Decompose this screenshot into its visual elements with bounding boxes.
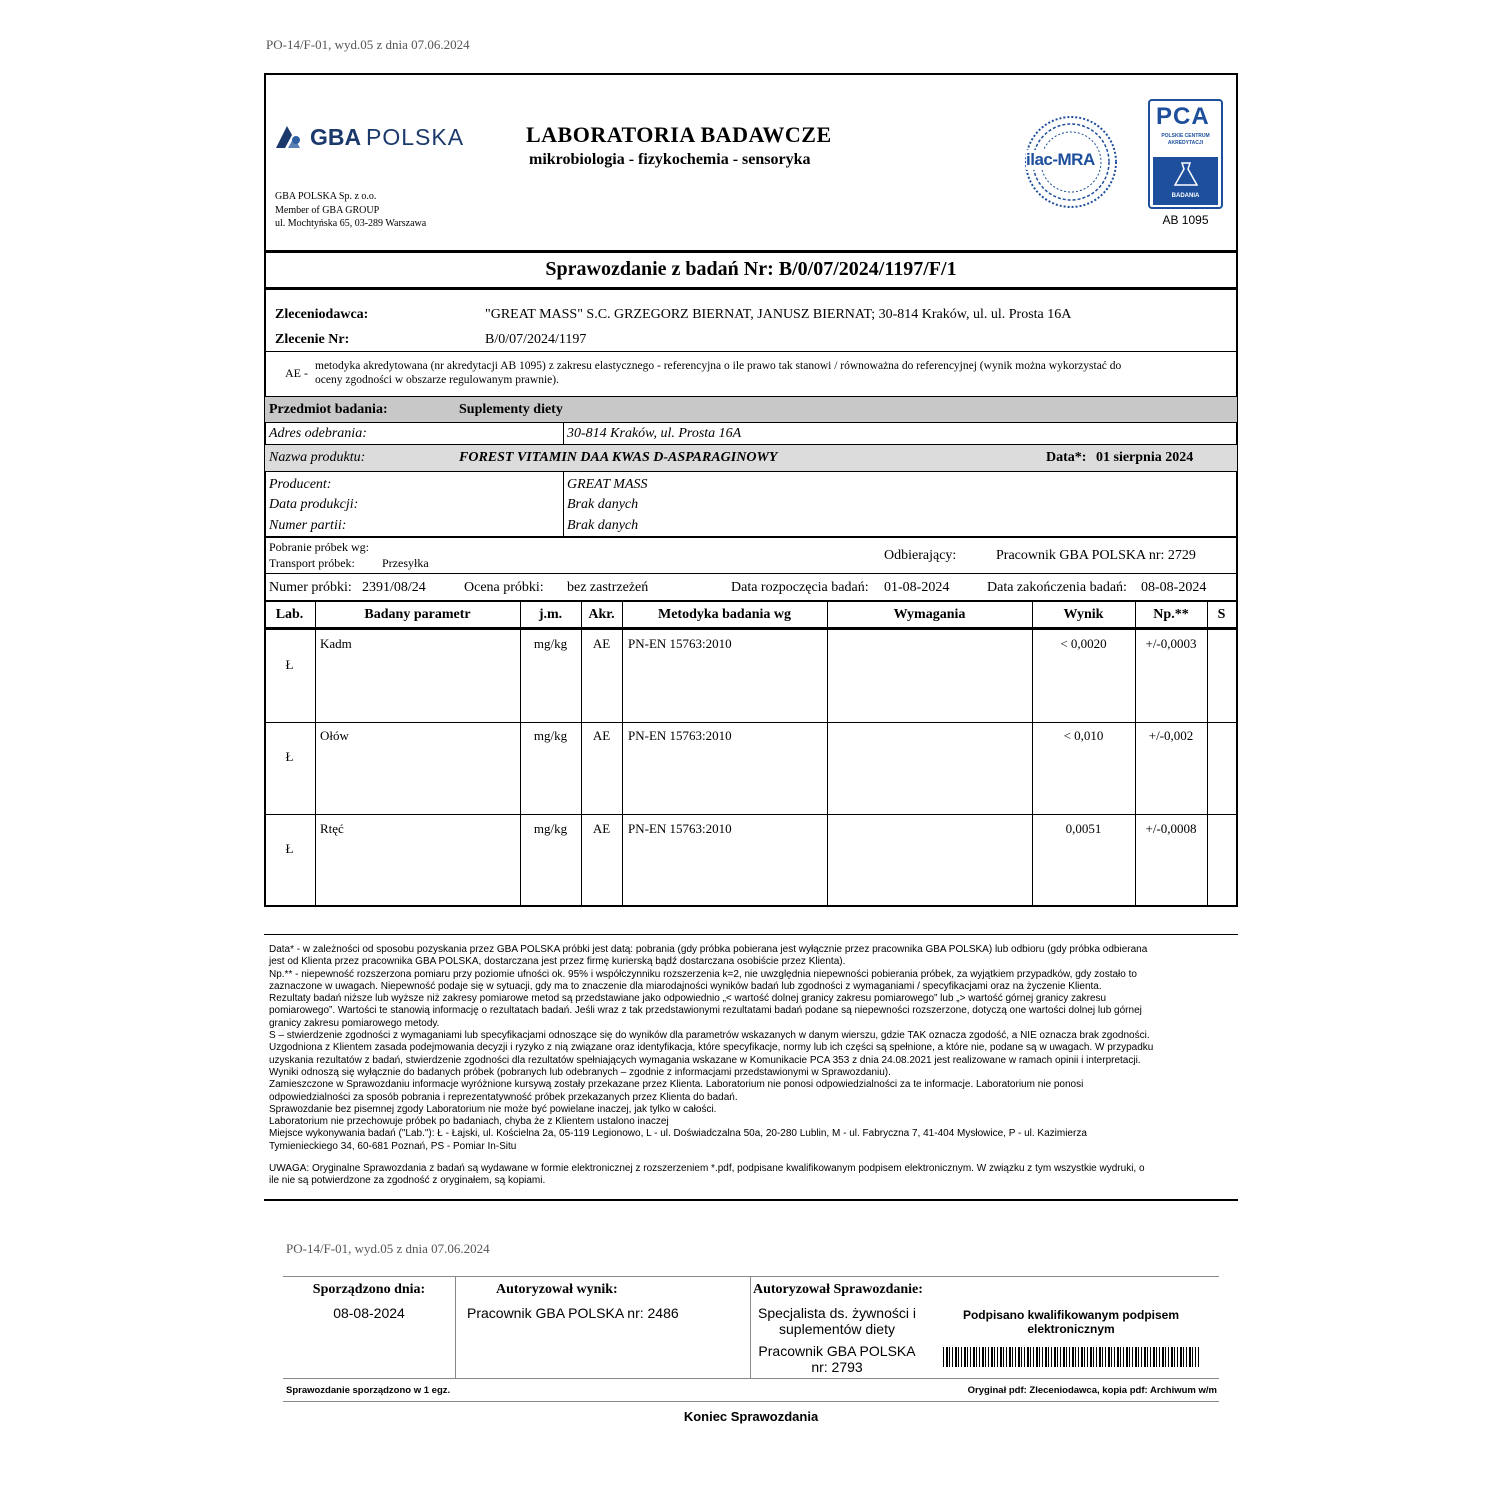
- person-line: nr: 2793: [811, 1359, 863, 1375]
- sampling-label: Pobranie próbek wg:: [269, 540, 369, 554]
- cell-lab: Ł: [285, 657, 294, 672]
- cell-result: < 0,0020: [1060, 636, 1107, 651]
- report-title: Sprawozdanie z badań Nr: B/0/07/2024/1197/F/1: [545, 258, 957, 280]
- divider: [455, 1276, 456, 1378]
- subject-label: Przedmiot badania:: [269, 402, 388, 417]
- divider: [750, 1276, 751, 1378]
- col-divider: [622, 602, 623, 907]
- prod-date-label: Data produkcji:: [269, 497, 359, 512]
- cell-np: +/-0,002: [1148, 728, 1194, 743]
- note-line: S – stwierdzenie zgodności z wymaganiami lub specyfikacjami odnoszące się do wyników dla parametrów wskazanych w danym wierszu, gdzie TAK oznacza zgodość, a NIE oznacza brak zgodności.: [269, 1030, 1150, 1042]
- subject-row: [265, 397, 1237, 422]
- prepared-value: 08-08-2024: [333, 1305, 405, 1321]
- start-label: Data rozpoczęcia badań:: [731, 580, 869, 595]
- sample-no-label: Numer próbki:: [269, 580, 352, 595]
- note-line: uzyskania rezultatów z badań, stwierdzenie zgodności dla rezultatów spełniających wymagania wskazane w Komunikacie PCA 353 z dnia 24.08.2021 jest realizowane w ramach opinii i interpretacji.: [269, 1054, 1141, 1066]
- pca-number: AB 1095: [1162, 213, 1209, 227]
- ilac-text: ilac-MRA: [1026, 150, 1095, 169]
- cell-unit: mg/kg: [533, 728, 568, 743]
- th-method: Metodyka badania wg: [657, 607, 792, 622]
- cell-lab: Ł: [285, 749, 294, 764]
- divider: [264, 287, 1238, 290]
- pca-badge: [1153, 157, 1218, 205]
- th-req: Wymagania: [893, 607, 966, 622]
- th-result: Wynik: [1063, 607, 1104, 622]
- logo-text-polska: POLSKA: [366, 124, 465, 150]
- divider: [264, 934, 1238, 935]
- address-label: Adres odebrania:: [269, 426, 367, 441]
- pca-sub-line: POLSKIE CENTRUM: [1161, 133, 1210, 139]
- gba-logo-icon: [276, 124, 308, 150]
- client-label: Zleceniodawca:: [275, 307, 369, 322]
- date-value: 01 sierpnia 2024: [1096, 450, 1194, 465]
- assessment-value: bez zastrzeżeń: [567, 580, 649, 595]
- divider: [264, 250, 1238, 253]
- assessment-label: Ocena próbki:: [464, 580, 544, 595]
- col-divider: [1207, 602, 1208, 907]
- gba-logo: [276, 124, 476, 152]
- notes: [269, 944, 1234, 1188]
- role-line: suplementów diety: [779, 1321, 895, 1337]
- signed-line: elektronicznym: [1027, 1322, 1115, 1336]
- company-line: GBA POLSKA Sp. z o.o.: [275, 191, 377, 202]
- lab-title: LABORATORIA BADAWCZE: [526, 122, 832, 147]
- sample-no-value: 2391/08/24: [362, 580, 426, 595]
- note-line: Rezultaty badań niższe lub wyższe niż zakresy pomiarowe metod są przedstawiane jako odpowiednio „< wartość dolnej granicy zakresu pomiarowego” lub „> wartość górnej granicy zakresu: [269, 993, 1107, 1005]
- ae-note-line: oceny zgodności w obszarze regulowanym prawnie).: [315, 374, 559, 386]
- pca-sub-line: AKREDYTACJI: [1167, 140, 1204, 146]
- company-line: Member of GBA GROUP: [275, 204, 380, 216]
- cell-param: Ołów: [320, 728, 349, 743]
- cell-method: PN-EN 15763:2010: [628, 636, 732, 651]
- note-line: Wyniki odnoszą się wyłącznie do badanych próbek (pobranych lub odebranych – zgodnie z informacjami przedstawionymi w Sprawozdaniu).: [269, 1066, 891, 1078]
- cell-akr: AE: [592, 728, 611, 743]
- product-value: FOREST VITAMIN DAA KWAS D-ASPARAGINOWY: [459, 450, 778, 465]
- col-divider: [315, 602, 316, 907]
- lab-subtitle: mikrobiologia - fizykochemia - sensoryka: [529, 151, 811, 168]
- receiver-label: Odbierający:: [884, 548, 957, 563]
- pca-subtitle: [1150, 133, 1221, 147]
- divider: [563, 422, 564, 445]
- note-line: Np.** - niepewność rozszerzona pomiaru przy poziomie ufności ok. 95% i współczynniku rozszerzenia k=2, nie uwzględnia niepewności pobierania próbek, za wyjątkiem przypadków, gdy zostało to: [269, 968, 1137, 980]
- note-line: Sprawozdanie bez pisemnej zgody Laboratorium nie może być powielane inaczej, jak tylko w całości.: [269, 1103, 717, 1115]
- table-header-divider: [264, 627, 1238, 630]
- start-value: 01-08-2024: [884, 580, 950, 595]
- th-lab: Lab.: [275, 607, 304, 622]
- cell-result: 0,0051: [1065, 821, 1102, 836]
- ae-note-line: metodyka akredytowana (nr akredytacji AB 1095) z zakresu elastycznego - referencyjna o ile prawo tak stanowi / równoważna do referencyjnej (wynik można wykorzystać do: [315, 360, 1122, 372]
- original-note: Oryginał pdf: Zleceniodawca, kopia pdf: Archiwum w/m: [967, 1385, 1217, 1396]
- end-value: 08-08-2024: [1141, 580, 1207, 595]
- ilac-mra-logo: [1024, 115, 1118, 209]
- note-line: Zamieszczone w Sprawozdaniu informacje wyróżnione kursywą zostały przekazane przez Klienta. Laboratorium nie ponosi odpowiedzialności za te informacje. Laboratorium nie ponosi: [269, 1079, 1084, 1091]
- cell-lab: Ł: [285, 841, 294, 856]
- product-label: Nazwa produktu:: [269, 450, 366, 465]
- flask-icon: [1171, 161, 1201, 189]
- authorized-report-person: [752, 1343, 922, 1375]
- cell-np: +/-0,0003: [1145, 636, 1197, 651]
- barcode-icon: [943, 1347, 1199, 1367]
- col-divider: [827, 602, 828, 907]
- transport-label: Transport próbek:: [269, 556, 355, 570]
- client-value: "GREAT MASS" S.C. GRZEGORZ BIERNAT, JANUSZ BIERNAT; 30-814 Kraków, ul. ul. Prosta 16A: [485, 307, 1072, 322]
- transport-value: Przesyłka: [382, 556, 429, 570]
- divider: [264, 422, 1238, 423]
- divider: [563, 472, 564, 536]
- divider: [264, 351, 1238, 352]
- ae-abbr: AE -: [285, 366, 308, 380]
- signed-line: Podpisano kwalifikowanym podpisem: [962, 1308, 1180, 1322]
- batch-value: Brak danych: [567, 518, 639, 533]
- th-akr: Akr.: [588, 607, 615, 622]
- end-text: Koniec Sprawozdania: [683, 1409, 819, 1424]
- end-label: Data zakończenia badań:: [987, 580, 1127, 595]
- row-divider: [264, 722, 1238, 723]
- note-line: odpowiedzialności za sposób pobrania i reprezentatywność próbek przekazanych przez Klienta do badań.: [269, 1091, 738, 1103]
- person-line: Pracownik GBA POLSKA: [758, 1343, 916, 1359]
- note-line: Miejsce wykonywania badań ("Lab."): Ł - Łajski, ul. Kościelna 2a, 05-119 Legionowo, L - ul. Doświadczalna 50a, 20-280 Lublin, M - ul. Fabryczna 7, 41-404 Mysłowice, P - ul. Kazimierza: [269, 1128, 1087, 1140]
- ae-note: [315, 359, 1121, 387]
- divider: [264, 536, 1238, 538]
- divider: [264, 471, 1238, 472]
- cell-akr: AE: [592, 821, 611, 836]
- receiver-value: Pracownik GBA POLSKA nr: 2729: [996, 548, 1196, 563]
- note-line: Data* - w zależności od sposobu pozyskania przez GBA POLSKA próbki jest datą: pobrania (gdy próbka pobierana jest wyłącznie przez pracownika GBA POLSKA) lub odbioru (gdy próbka odbierana: [269, 944, 1148, 955]
- authorized-result-label: Autoryzował wynik:: [496, 1282, 618, 1297]
- producer-value: GREAT MASS: [567, 477, 648, 492]
- subject-value: Suplementy diety: [459, 402, 563, 417]
- logo-text-gba: GBA: [310, 124, 362, 150]
- cell-akr: AE: [592, 636, 611, 651]
- form-code-top: PO-14/F-01, wyd.05 z dnia 07.06.2024: [266, 37, 470, 52]
- prod-date-value: Brak danych: [567, 497, 639, 512]
- authorized-result-value: Pracownik GBA POLSKA nr: 2486: [467, 1305, 679, 1321]
- cell-unit: mg/kg: [533, 636, 568, 651]
- note-line: pomiarowego”. Wartości te stanowią informację o rezultatach badań. Jeśli wraz z tak przedstawionymi rezultatami badań podane są niepewności rozszerzone, dotyczą one wartości dolnej lub górnej: [269, 1005, 1142, 1017]
- authorized-report-label: Autoryzował Sprawozdanie:: [753, 1282, 923, 1297]
- pca-logo: [1148, 99, 1223, 209]
- role-line: Specjalista ds. żywności i: [758, 1305, 916, 1321]
- order-value: B/0/07/2024/1197: [485, 332, 587, 347]
- results-table: [264, 602, 1238, 907]
- note-line: Laboratorium nie przechowuje próbek po badaniach, chyba że z Klientem ustalono inaczej: [269, 1116, 669, 1128]
- note-line: jest od Klienta przez pracownika GBA POLSKA, dostarczana jest przez firmę kurierską bądź dostarczana osobiście przez Klienta).: [269, 956, 846, 968]
- cell-method: PN-EN 15763:2010: [628, 728, 732, 743]
- th-s: S: [1217, 607, 1226, 622]
- row-divider: [264, 814, 1238, 815]
- company-line: ul. Mochtyńska 65, 03-289 Warszawa: [275, 218, 427, 229]
- divider: [264, 573, 1238, 574]
- signed-text: [940, 1308, 1202, 1336]
- note-line: Tymienieckiego 34, 60-681 Poznań, PS - Pomiar In-Situ: [269, 1140, 517, 1152]
- th-np: Np.**: [1153, 607, 1189, 622]
- cell-np: +/-0,0008: [1145, 821, 1197, 836]
- divider: [283, 1401, 1219, 1402]
- divider: [264, 1199, 1238, 1201]
- note-line: Uzgodniona z Klientem zasada podejmowania decyzji i ryzyko z nią związane oraz identyfikacja, które specyfikacje, normy lub ich części są spełnione, a które nie, podane są w uwagach. W przypadku: [269, 1042, 1154, 1054]
- company-address: [275, 190, 426, 231]
- warning-line: ile nie są potwierdzone za zgodność z oryginałem, są kopiami.: [269, 1175, 546, 1187]
- note-line: granicy zakresu pomiarowego metody.: [269, 1017, 440, 1029]
- cell-param: Rtęć: [320, 821, 344, 836]
- divider: [283, 1276, 1219, 1277]
- cell-result: < 0,010: [1063, 728, 1104, 743]
- prepared-label: Sporządzono dnia:: [312, 1282, 426, 1297]
- th-param: Badany parametr: [364, 607, 471, 622]
- authorized-report-role: [752, 1305, 922, 1337]
- divider: [283, 1378, 1219, 1379]
- cell-unit: mg/kg: [533, 821, 568, 836]
- cell-method: PN-EN 15763:2010: [628, 821, 732, 836]
- warning-line: UWAGA: Oryginalne Sprawozdania z badań są wydawane w formie elektronicznej z rozszerzeniem *.pdf, podpisane kwalifikowanym podpisem elektronicznym. W związku z tym wszystkie wydruki, o: [269, 1163, 1145, 1175]
- batch-label: Numer partii:: [269, 518, 347, 533]
- copies-note: Sprawozdanie sporządzono w 1 egz.: [286, 1385, 451, 1396]
- pca-badania: BADANIA: [1171, 193, 1200, 199]
- cell-param: Kadm: [320, 636, 352, 651]
- note-line: zaznaczone w uwagach. Niepewność podaje się w sytuacji, gdy ma to znaczenie dla miarodajności wyników badań lub zgodności z wymaganiami / specyfikacjami oraz na życzenie Klienta.: [269, 980, 1102, 992]
- form-code-bottom: PO-14/F-01, wyd.05 z dnia 07.06.2024: [286, 1241, 490, 1256]
- order-label: Zlecenie Nr:: [275, 332, 350, 347]
- address-value: 30-814 Kraków, ul. Prosta 16A: [567, 426, 742, 441]
- producer-label: Producent:: [269, 477, 332, 492]
- date-label: Data*:: [1046, 450, 1087, 465]
- pca-text: PCA: [1156, 103, 1210, 130]
- th-unit: j.m.: [538, 607, 563, 622]
